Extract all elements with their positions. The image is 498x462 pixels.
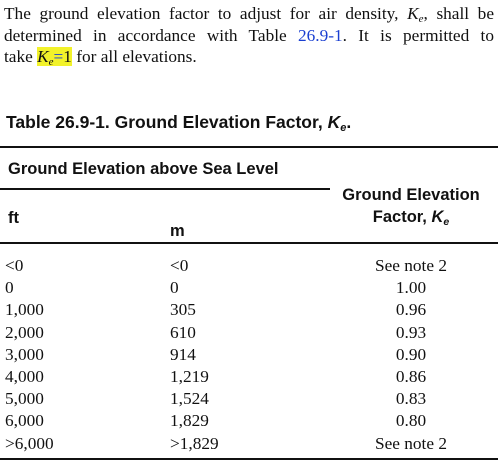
table-row <box>0 322 498 344</box>
header-group-rule <box>0 188 330 190</box>
cell-m: 0 <box>170 278 179 298</box>
cell-m: 1,219 <box>170 366 209 386</box>
table-bottom-rule <box>0 458 498 460</box>
cell-ft: 1,000 <box>5 300 44 320</box>
cell-ke: 0.83 <box>395 389 427 409</box>
cell-ft: 0 <box>5 278 14 298</box>
symbol-letter: K <box>407 4 419 23</box>
header-factor-text: Factor, <box>372 208 427 226</box>
cell-m: 305 <box>170 300 196 320</box>
ke-symbol <box>328 112 347 132</box>
symbol-subscript: e <box>48 56 54 68</box>
table-reference-link[interactable]: 26.9-1 <box>298 25 343 45</box>
table-row <box>0 388 498 410</box>
header-factor-line1: Ground Elevation <box>342 186 480 204</box>
paragraph-line-2 <box>4 25 494 47</box>
header-factor-line2 <box>330 206 492 228</box>
cell-ft: 5,000 <box>5 389 44 409</box>
table-row <box>0 344 498 366</box>
cell-m: 914 <box>170 344 196 364</box>
paragraph-text: The ground elevation factor to adjust for air density, <box>4 4 399 23</box>
table-body <box>0 255 498 455</box>
paragraph-line-1 <box>4 3 494 25</box>
table-top-rule <box>0 146 498 148</box>
cell-ke: 0.93 <box>395 322 427 342</box>
cell-m: >1,829 <box>170 433 219 453</box>
cell-m: 1,524 <box>170 389 209 409</box>
cell-ft: >6,000 <box>5 433 54 453</box>
symbol-subscript: e <box>443 216 450 228</box>
cell-ft: 4,000 <box>5 366 44 386</box>
cell-ke: See note 2 <box>375 433 447 453</box>
cell-ke: 1.00 <box>395 278 427 298</box>
ke-symbol <box>407 4 423 23</box>
cell-m: <0 <box>170 256 189 275</box>
symbol-letter: K <box>37 47 49 66</box>
table-title-text: Table 26.9-1. Ground Elevation Factor, <box>6 112 323 132</box>
highlighted-equation <box>37 47 72 66</box>
table-title-period: . <box>346 112 352 132</box>
header-m: m <box>170 222 185 240</box>
header-bottom-rule <box>0 242 498 244</box>
cell-ke: 0.80 <box>395 411 427 431</box>
paragraph-text: take <box>4 47 33 66</box>
symbol-letter: K <box>431 208 444 226</box>
symbol-subscript: e <box>418 13 424 25</box>
table-row <box>0 299 498 321</box>
cell-m: 610 <box>170 322 196 342</box>
symbol-subscript: e <box>340 122 347 134</box>
paragraph-text: for all elevations. <box>76 47 197 66</box>
header-ft: ft <box>8 209 19 227</box>
paragraph-line-3 <box>4 46 494 68</box>
cell-m: 1,829 <box>170 411 209 431</box>
cell-ke: 0.90 <box>395 344 427 364</box>
cell-ft: 2,000 <box>5 322 44 342</box>
table-title <box>6 112 351 133</box>
ke-symbol <box>431 208 449 226</box>
symbol-letter: K <box>327 112 341 132</box>
intro-paragraph <box>4 3 494 68</box>
table-row <box>0 433 498 455</box>
cell-ft: <0 <box>5 256 24 275</box>
cell-ft: 6,000 <box>5 411 44 431</box>
table-row <box>0 366 498 388</box>
paragraph-text: . It is permitted to <box>342 25 494 45</box>
cell-ke: 0.86 <box>395 366 427 386</box>
paragraph-text: , shall be <box>423 4 494 23</box>
paragraph-text: determined in accordance with Table <box>4 25 287 45</box>
equals-sign: = <box>53 47 64 66</box>
cell-ke: See note 2 <box>375 256 447 275</box>
table-row <box>0 410 498 432</box>
table-row <box>0 277 498 299</box>
cell-ke: 0.96 <box>395 300 427 320</box>
equation-value: 1 <box>63 47 72 66</box>
header-factor <box>330 184 492 228</box>
cell-ft: 3,000 <box>5 344 44 364</box>
header-group-label: Ground Elevation above Sea Level <box>8 160 279 178</box>
table-row <box>0 255 498 277</box>
ke-symbol <box>37 47 53 66</box>
